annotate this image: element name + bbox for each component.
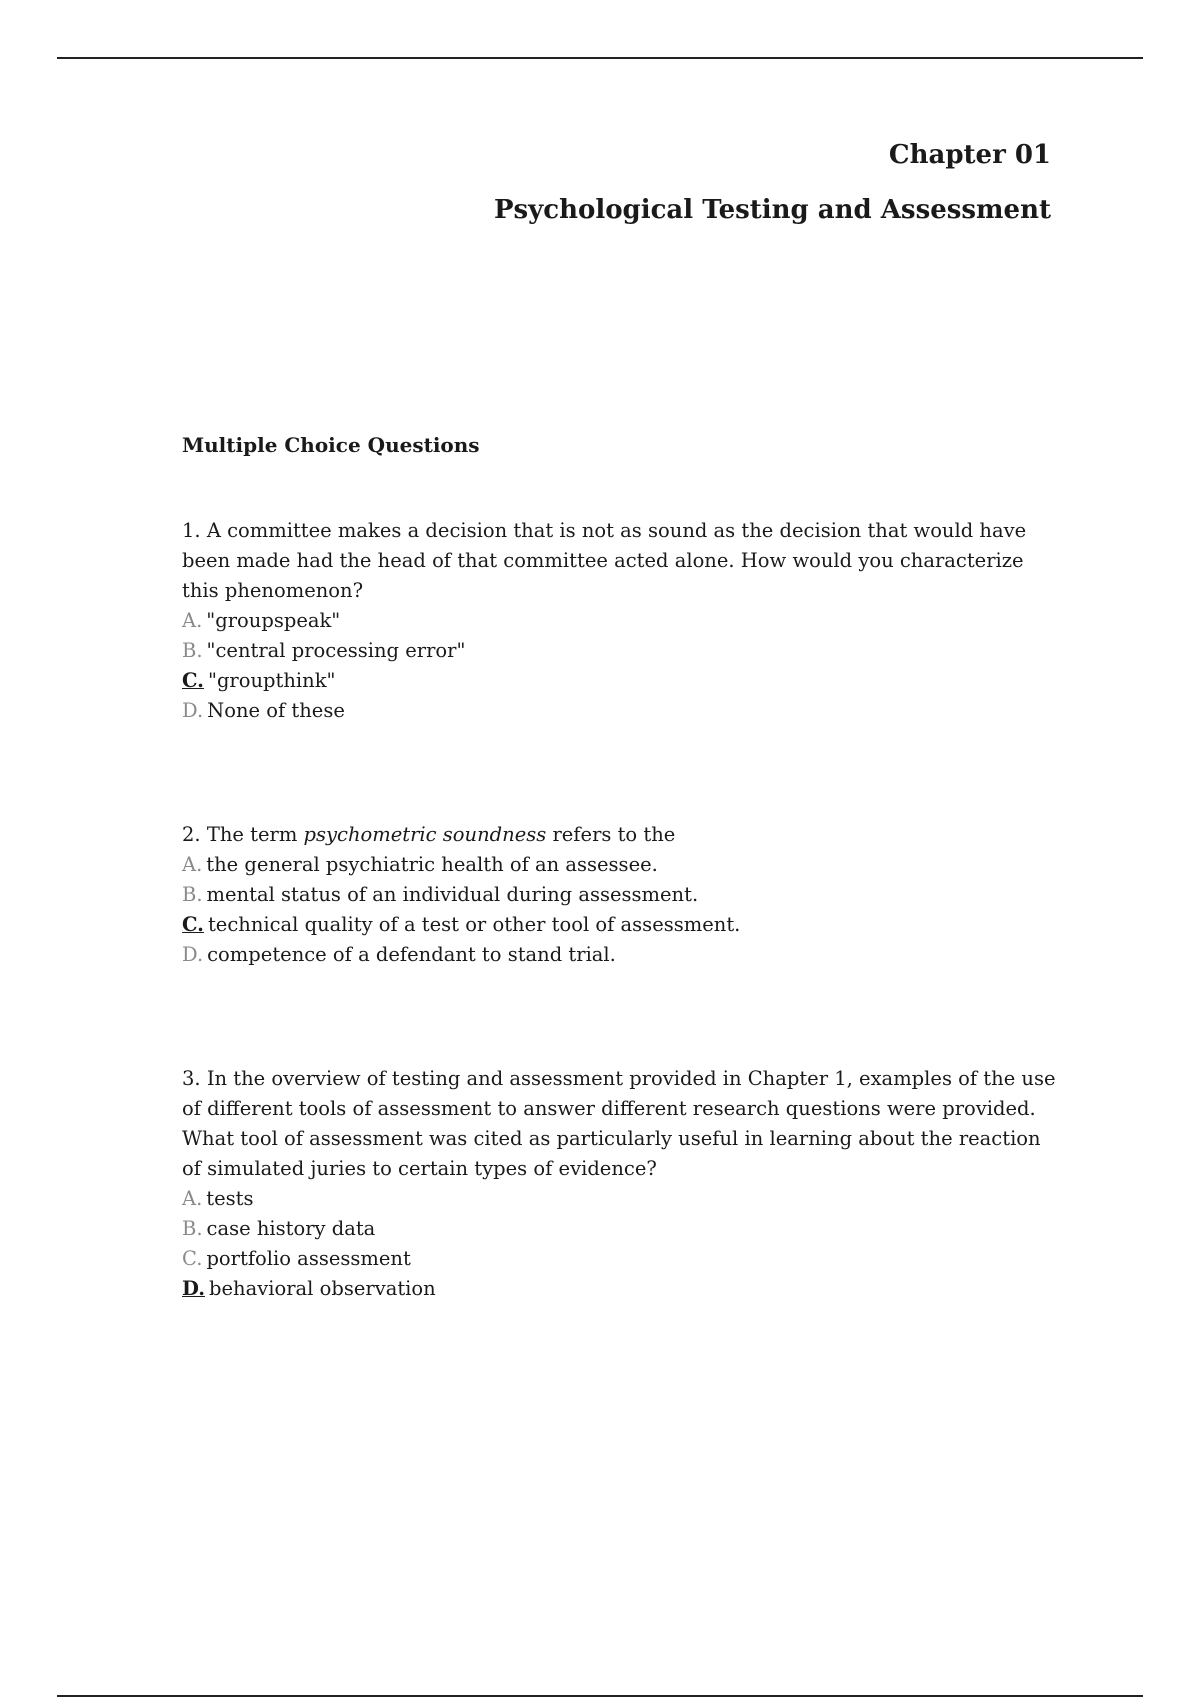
option-text: case history data [206,1217,376,1240]
top-rule [57,57,1143,59]
question-stem [182,820,1062,850]
option-text: portfolio assessment [206,1247,411,1270]
option-d [182,696,1062,726]
question-number: 1. [182,519,201,542]
question-number: 3. [182,1067,201,1090]
option-letter: A. [182,1187,203,1210]
option-a [182,850,1062,880]
option-letter: A. [182,609,203,632]
option-text: "groupthink" [207,669,336,692]
question-stem [182,1064,1062,1184]
option-text: the general psychiatric health of an assessee. [206,853,658,876]
question-text-end: refers to the [546,823,676,846]
question-2 [182,820,1062,970]
answer-options [182,850,1062,970]
option-b [182,880,1062,910]
correct-option-letter: C. [182,669,204,692]
option-c [182,666,1062,696]
option-letter: D. [182,699,204,722]
option-c [182,910,1062,940]
option-text: competence of a defendant to stand trial. [207,943,616,966]
option-b [182,636,1062,666]
question-stem [182,516,1062,606]
option-text: technical quality of a test or other tool of assessment. [207,913,741,936]
option-text: tests [206,1187,254,1210]
option-letter: D. [182,943,204,966]
option-text: behavioral observation [209,1277,436,1300]
question-text-italic: psychometric soundness [303,823,547,846]
option-letter: C. [182,1247,203,1270]
option-text: "central processing error" [206,639,466,662]
bottom-rule [57,1695,1143,1697]
option-letter: B. [182,1217,203,1240]
question-3 [182,1064,1062,1304]
option-c [182,1244,1062,1274]
option-letter: A. [182,853,203,876]
document-body [182,430,1062,1304]
option-a [182,1184,1062,1214]
correct-option-letter: C. [182,913,204,936]
question-text-start: The term [206,823,304,846]
option-text: None of these [207,699,345,722]
option-d [182,940,1062,970]
question-text: In the overview of testing and assessment provided in Chapter 1, examples of the use of different tools of assessment to answer different research questions were provided. What tool of assessment was cited as particularly useful in learning about the reaction of simulated juries to certain types of evidence? [182,1067,1056,1180]
option-b [182,1214,1062,1244]
chapter-header [494,140,1051,226]
option-text: "groupspeak" [206,609,341,632]
option-d [182,1274,1062,1304]
question-1 [182,516,1062,726]
answer-options [182,1184,1062,1304]
question-text: A committee makes a decision that is not as sound as the decision that would have been made had the head of that committee acted alone. How would you characterize this phenomenon? [182,519,1027,602]
option-letter: B. [182,883,203,906]
option-text: mental status of an individual during assessment. [206,883,699,906]
answer-options [182,606,1062,726]
option-letter: B. [182,639,203,662]
question-number: 2. [182,823,201,846]
chapter-title: Chapter 01 [888,140,1051,170]
correct-option-letter: D. [182,1277,206,1300]
chapter-subtitle: Psychological Testing and Assessment [493,195,1051,226]
section-heading: Multiple Choice Questions [182,433,480,457]
option-a [182,606,1062,636]
